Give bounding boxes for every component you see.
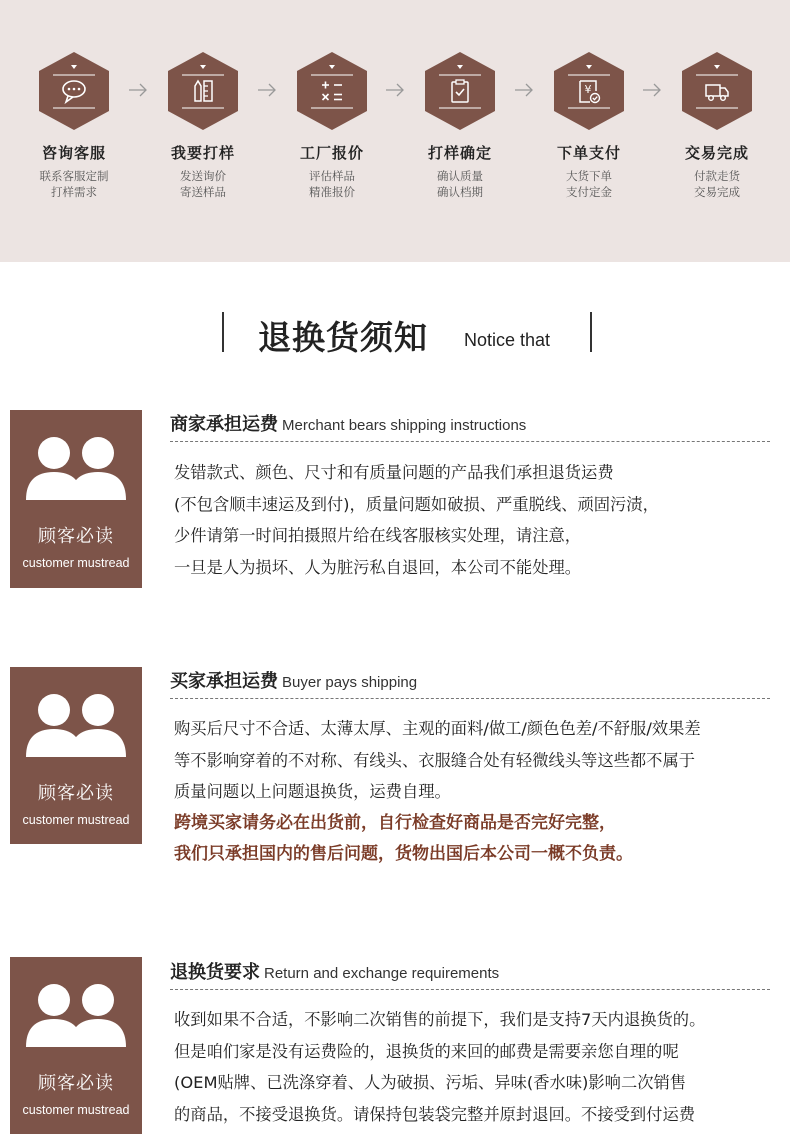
step-title: 我要打样 — [170, 144, 235, 162]
notice-title-cn: 退换货须知 — [258, 318, 428, 357]
customer-mustread-badge — [10, 957, 142, 1134]
section-title-en: Buyer pays shipping — [282, 674, 418, 691]
step-subtitle: 确认质量 确认档期 — [437, 169, 483, 199]
badge-label-en: customer mustread — [22, 556, 130, 570]
process-band — [0, 0, 790, 262]
body-line: 购买后尺寸不合适、太薄太厚、主观的面料/做工/颜色色差/不舒服/效果差 — [174, 719, 701, 738]
customer-mustread-badge — [10, 667, 142, 844]
customer-mustread-badge — [10, 410, 142, 588]
emphasis-line: 跨境买家请务必在出货前，自行检查好商品是否完好完整， — [174, 812, 616, 833]
step-title: 交易完成 — [684, 144, 749, 162]
hexagon-badge — [168, 52, 238, 130]
badge-label-cn: 顾客必读 — [38, 1073, 114, 1094]
section-title-cn: 退换货要求 — [170, 962, 260, 983]
badge-label-en: customer mustread — [22, 813, 130, 827]
dashed-divider — [170, 441, 770, 442]
truck-icon — [703, 77, 731, 105]
body-line: 但是咱们家是没有运费险的，退换货的来回的邮费是需要亲您自理的呢 — [174, 1041, 679, 1061]
dashed-divider — [170, 698, 770, 699]
step-subtitle: 发送询价 寄送样品 — [180, 169, 226, 199]
process-step-consult — [10, 52, 138, 200]
body-line: 少件请第一时间拍摄照片给在线客服核实处理，请注意， — [174, 526, 582, 545]
process-step-confirm — [396, 52, 524, 200]
people-icon — [24, 434, 128, 500]
heading-divider-right — [590, 312, 592, 352]
svg-text:¥: ¥ — [584, 83, 592, 96]
step-subtitle: 联系客服定制 打样需求 — [39, 169, 109, 199]
body-line: 的商品，不接受退换货。请保持包装袋完整并原封退回。不接受到付运费 — [174, 1104, 696, 1124]
hexagon-badge — [297, 52, 367, 130]
section-heading — [170, 667, 417, 693]
people-icon — [24, 691, 128, 757]
step-subtitle: 大货下单 支付定金 — [566, 169, 612, 199]
step-title: 下单支付 — [556, 144, 621, 162]
dashed-divider — [170, 989, 770, 990]
yen-receipt-icon — [575, 77, 603, 105]
pencil-ruler-icon — [189, 77, 217, 105]
badge-label-en: customer mustread — [22, 1103, 130, 1117]
section-heading — [170, 410, 526, 436]
section-body — [174, 457, 788, 583]
body-line: 发错款式、颜色、尺寸和有质量问题的产品我们承担退货运费 — [174, 463, 614, 482]
hexagon-badge — [554, 52, 624, 130]
calculator-icon — [318, 77, 346, 105]
body-line: 收到如果不合适，不影响二次销售的前提下，我们是支持7天内退换货的。 — [174, 1010, 706, 1029]
people-icon — [24, 981, 128, 1047]
notice-heading — [222, 312, 592, 357]
step-subtitle: 评估样品 精准报价 — [309, 169, 355, 199]
hexagon-badge — [682, 52, 752, 130]
body-line: (OEM贴牌、已洗涤穿着、人为破损、污垢、异味(香水味)影响二次销售 — [174, 1073, 687, 1092]
body-line: 一旦是人为损坏、人为脏污私自退回，本公司不能处理。 — [174, 557, 582, 577]
process-step-sample — [139, 52, 267, 200]
badge-label-cn: 顾客必读 — [38, 526, 114, 547]
hexagon-badge — [39, 52, 109, 130]
checklist-icon — [446, 77, 474, 105]
process-step-quote — [268, 52, 396, 200]
process-step-payment — [525, 52, 653, 200]
notice-title-en: Notice that — [464, 330, 551, 350]
step-title: 打样确定 — [427, 144, 492, 162]
section-body — [174, 713, 788, 871]
section-title-cn: 商家承担运费 — [170, 414, 278, 435]
body-line: (不包含顺丰速运及到付)，质量问题如破损、严重脱线、顽固污渍， — [174, 494, 659, 514]
section-title-en: Merchant bears shipping instructions — [282, 417, 527, 434]
body-line: 等不影响穿着的不对称、有线头、衣服缝合处有轻微线头等这些都不属于 — [174, 750, 696, 770]
step-title: 工厂报价 — [299, 144, 364, 162]
hexagon-badge — [425, 52, 495, 130]
chat-icon — [60, 77, 88, 105]
body-line: 质量问题以上问题退换货，运费自理。 — [174, 782, 451, 801]
step-subtitle: 付款走货 交易完成 — [694, 169, 740, 199]
badge-label-cn: 顾客必读 — [38, 783, 114, 804]
section-body — [174, 1004, 788, 1130]
process-step-complete — [653, 52, 781, 200]
step-title: 咨询客服 — [41, 144, 106, 162]
section-title-cn: 买家承担运费 — [170, 671, 278, 692]
section-heading — [170, 958, 499, 984]
heading-divider-left — [222, 312, 224, 352]
emphasis-line: 我们只承担国内的售后问题，货物出国后本公司一概不负责。 — [174, 844, 633, 864]
section-title-en: Return and exchange requirements — [264, 965, 500, 982]
